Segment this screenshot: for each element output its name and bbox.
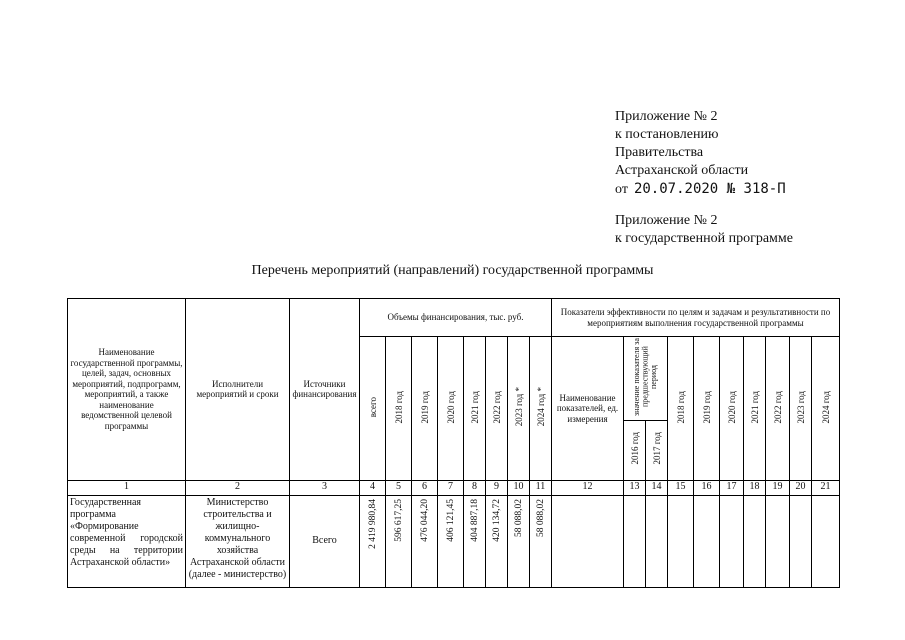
source-cell: Всего [290,495,360,587]
header-fin-total: всего [360,337,386,481]
value-2024-cell: 58 088,02 [530,495,552,587]
col-number: 4 [360,480,386,495]
header-ind-2018: 2018 год [668,337,694,481]
header-date-line [615,180,786,199]
value-2019-cell: 476 044,20 [412,495,438,587]
header-fin-2018: 2018 год [386,337,412,481]
col-number: 11 [530,480,552,495]
executor-cell: Министерство строительства и жилищно-коммунального хозяйства Астраханской области (далее - министерство) [186,495,290,587]
col-number: 3 [290,480,360,495]
col-number: 13 [624,480,646,495]
col-number: 15 [668,480,694,495]
value-2018-cell: 596 617,25 [386,495,412,587]
table-row [68,495,840,587]
empty-cell [812,495,840,587]
empty-cell [720,495,744,587]
program-name-cell: Государственная программа «Формирование современной городской среды на территории Астраханской области» [68,495,186,587]
header-ind-2024: 2024 год [812,337,840,481]
header-ind-2022: 2022 год [766,337,790,481]
header-line: Правительства [615,145,704,160]
header-date-prefix: от [615,182,628,197]
empty-cell [646,495,668,587]
col-number: 19 [766,480,790,495]
col-number: 1 [68,480,186,495]
header-line: к постановлению [615,127,719,142]
empty-cell [790,495,812,587]
header-program-name: Наименование государственной программы, целей, задач, основных мероприятий, подпрограмм, мероприятий, а также наименование ведомственной целевой программы [68,299,186,481]
empty-cell [694,495,720,587]
col-number: 20 [790,480,812,495]
col-number: 10 [508,480,530,495]
col-number: 6 [412,480,438,495]
header-fin-2023: 2023 год * [508,337,530,481]
header-ind-2021: 2021 год [744,337,766,481]
col-number: 17 [720,480,744,495]
col-number: 9 [486,480,508,495]
col-number: 16 [694,480,720,495]
value-2023-cell: 58 088,02 [508,495,530,587]
value-2022-cell: 420 134,72 [486,495,508,587]
header-date-stamp: 20.07.2020 № 318-П [633,181,786,197]
header-executors: Исполнители мероприятий и сроки [186,299,290,481]
header-indicators-group: Показатели эффективности по целям и задачам и результативности по мероприятиям выполнения государственной программы [552,299,840,337]
column-numbers-row [68,480,840,495]
value-total-cell: 2 419 980,84 [360,495,386,587]
col-number: 18 [744,480,766,495]
header-fin-2019: 2019 год [412,337,438,481]
header-fin-2022: 2022 год [486,337,508,481]
col-number: 14 [646,480,668,495]
header-indicator-name: Наименование показателей, ед. измерения [552,337,624,481]
empty-cell [624,495,646,587]
header-line: Приложение № 2 [615,213,718,228]
col-number: 2 [186,480,290,495]
measures-table [67,298,840,588]
col-number: 7 [438,480,464,495]
col-number: 12 [552,480,624,495]
header-prev-2017: 2017 год [646,420,668,480]
appendix-header [615,108,786,199]
document-title: Перечень мероприятий (направлений) государственной программы [251,263,654,278]
header-fin-2024: 2024 год * [530,337,552,481]
col-number: 5 [386,480,412,495]
col-number: 21 [812,480,840,495]
value-2020-cell: 406 121,45 [438,495,464,587]
empty-cell [668,495,694,587]
header-ind-2020: 2020 год [720,337,744,481]
header-line: Приложение № 2 [615,109,718,124]
header-prev-2016: 2016 год [624,420,646,480]
empty-cell [766,495,790,587]
empty-cell [552,495,624,587]
header-sources: Источники финансирования [290,299,360,481]
header-fin-2020: 2020 год [438,337,464,481]
header-prev-period: значение показателя за предшествующий период [624,337,668,421]
header-ind-2023: 2023 год [790,337,812,481]
appendix-header-2 [615,212,793,248]
value-2021-cell: 404 887,18 [464,495,486,587]
col-number: 8 [464,480,486,495]
empty-cell [744,495,766,587]
header-ind-2019: 2019 год [694,337,720,481]
header-fin-2021: 2021 год [464,337,486,481]
header-line: к государственной программе [615,231,793,246]
header-line: Астраханской области [615,163,749,178]
header-financing-group: Объемы финансирования, тыс. руб. [360,299,552,337]
